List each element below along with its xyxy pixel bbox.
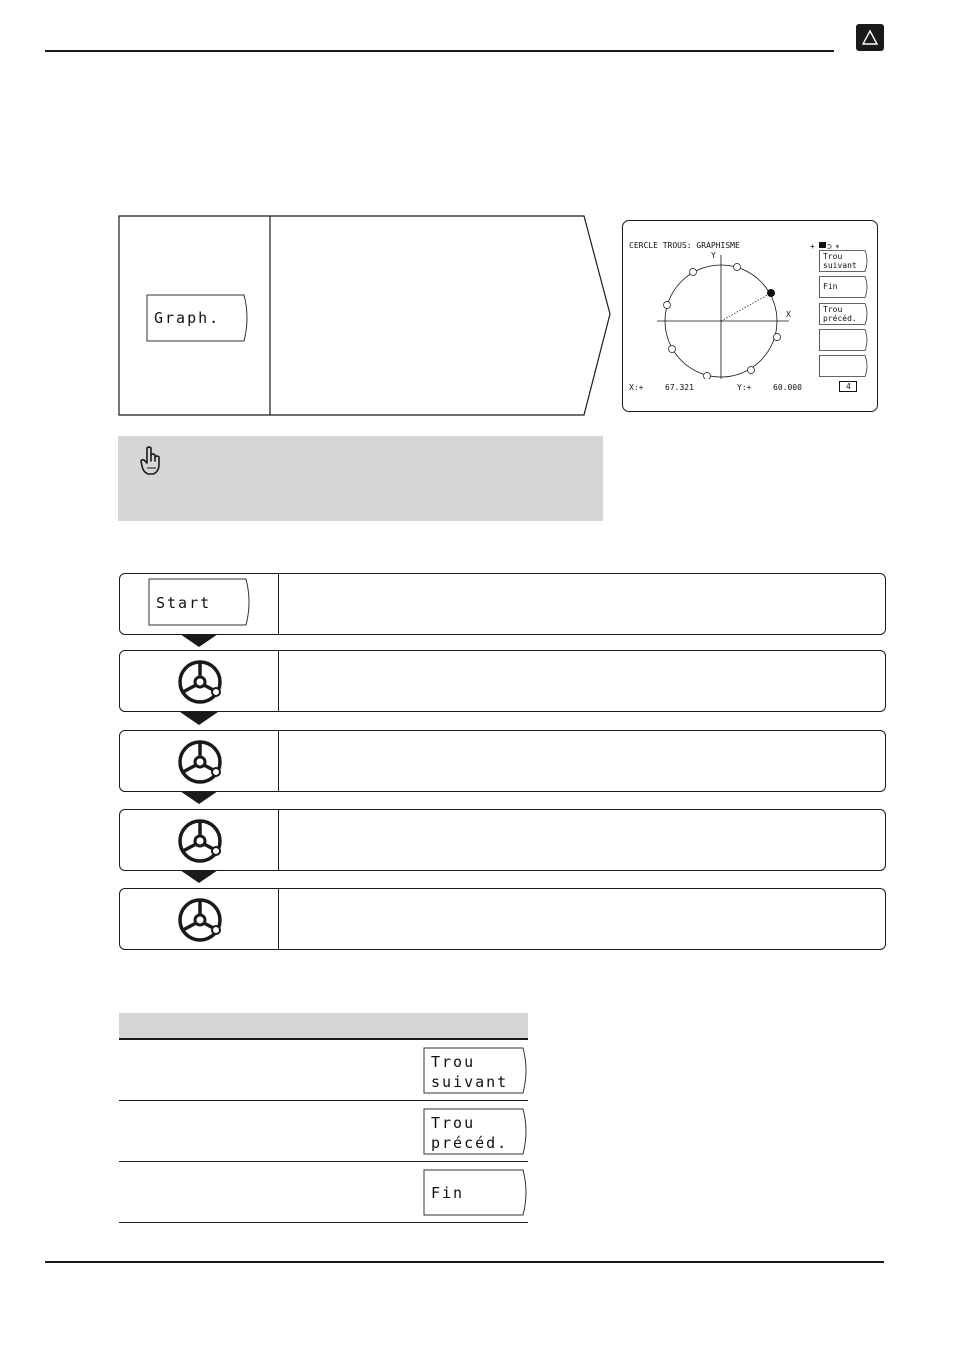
table-row-divider — [119, 1222, 528, 1223]
page-indicator-value: 4 — [846, 382, 851, 391]
trou-suivant-softkey[interactable] — [423, 1047, 529, 1094]
step-row-handwheel-2 — [119, 730, 886, 792]
axis-y-label: Y — [711, 251, 716, 260]
softkey-frame — [819, 355, 869, 377]
functions-table-header — [119, 1013, 528, 1040]
softkey-line1: Trou — [431, 1053, 476, 1071]
svg-text:⊃: ⊃ — [827, 242, 832, 250]
graph-softkey-label: Graph. — [154, 309, 221, 327]
screen-softkey-trou-preced[interactable] — [819, 303, 869, 325]
softkey-line1: Fin — [431, 1184, 465, 1202]
handwheel-icon[interactable] — [176, 817, 226, 865]
footer-rule — [45, 1261, 884, 1263]
softkey-line1: Trou — [431, 1114, 476, 1132]
x-position-value: 67.321 — [665, 383, 694, 392]
step-row-handwheel-3 — [119, 809, 886, 871]
step-divider — [278, 731, 279, 791]
page-indicator — [839, 381, 857, 392]
screen-softkey-line1: Trou — [823, 252, 843, 261]
handwheel-icon[interactable] — [176, 896, 226, 944]
step-arrow — [180, 791, 218, 804]
y-position-label: Y:+ — [737, 383, 752, 392]
screen-softkey-line2: suivant — [823, 261, 857, 270]
screen-softkey-line2: précéd. — [823, 314, 857, 323]
handwheel-icon[interactable] — [176, 658, 226, 706]
softkey-line2: précéd. — [431, 1134, 509, 1152]
trou-preced-softkey[interactable] — [423, 1108, 529, 1155]
screen-softkey-empty-1[interactable] — [819, 329, 869, 351]
display-screen — [622, 220, 878, 412]
pointing-hand-icon — [138, 446, 164, 478]
screen-softkey-fin[interactable] — [819, 276, 869, 298]
step-row-start — [119, 573, 886, 635]
bolt-hole-graphic — [651, 249, 817, 379]
step-divider — [278, 810, 279, 870]
screen-softkey-trou-suivant[interactable] — [819, 250, 869, 272]
axis-x-label: X — [786, 310, 791, 319]
start-softkey-label: Start — [156, 594, 212, 612]
screen-softkey-line1: Fin — [823, 282, 838, 291]
start-softkey[interactable] — [148, 578, 254, 626]
step-divider — [278, 651, 279, 711]
table-row-divider — [119, 1100, 528, 1101]
note-box — [118, 436, 603, 521]
step-row-handwheel-4 — [119, 888, 886, 950]
y-position-value: 60.000 — [773, 383, 802, 392]
step-arrow — [180, 712, 218, 725]
warning-triangle-icon — [856, 24, 884, 51]
table-row-divider — [119, 1161, 528, 1162]
screen-softkey-empty-2[interactable] — [819, 355, 869, 377]
step-divider — [278, 889, 279, 949]
step-arrow — [180, 634, 218, 647]
warning-badge — [856, 24, 884, 51]
screen-softkey-line1: Trou — [823, 305, 843, 314]
svg-text:∗: ∗ — [835, 242, 840, 250]
handwheel-icon[interactable] — [176, 738, 226, 786]
fin-softkey[interactable] — [423, 1169, 529, 1216]
step-divider — [278, 574, 279, 634]
x-position-label: X:+ — [629, 383, 644, 392]
screen-title: CERCLE TROUS: GRAPHISME — [629, 241, 740, 250]
softkey-line2: suivant — [431, 1073, 509, 1091]
header-rule — [45, 50, 834, 52]
step-arrow — [180, 870, 218, 883]
softkey-frame — [819, 329, 869, 351]
graph-softkey[interactable] — [146, 294, 252, 342]
svg-text:+: + — [810, 242, 815, 250]
step-row-handwheel-1 — [119, 650, 886, 712]
